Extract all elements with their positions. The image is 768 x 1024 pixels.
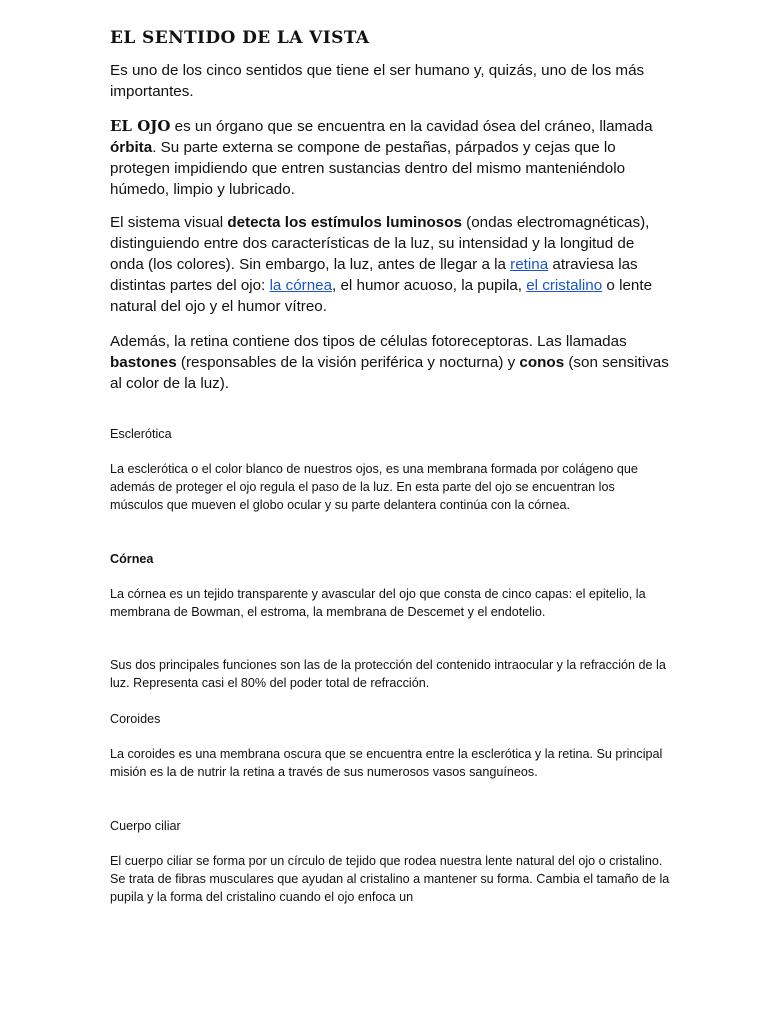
retina-bastones: bastones: [110, 354, 177, 371]
retina-text-2: (responsables de la visión periférica y nocturna) y: [176, 354, 520, 371]
retina-conos: conos: [519, 354, 565, 371]
link-cristalino[interactable]: el cristalino: [526, 277, 603, 294]
visual-text-5: o lente natural del ojo y el humor vítreo.: [110, 277, 653, 315]
heading-coroides: Coroides: [110, 712, 161, 726]
esclerotica-paragraph: La esclerótica o el color blanco de nuestros ojos, es una membrana formada por colágeno que además de proteger el ojo regula el paso de la luz. En esta parte del ojo se encuentran los músculos que mueven el globo ocular y su parte delantera continúa con la córnea.: [110, 462, 638, 512]
cornea-paragraph-2: Sus dos principales funciones son las de la protección del contenido intraocular y la refracción de la luz. Representa casi el 80% del poder total de refracción.: [110, 658, 666, 690]
visual-bold: detecta los estímulos luminosos: [227, 214, 462, 231]
eye-paragraph: [110, 116, 670, 200]
document-title: EL SENTIDO DE LA VISTA: [110, 28, 370, 48]
visual-paragraph: [110, 212, 670, 317]
link-cornea[interactable]: la córnea: [269, 277, 333, 294]
intro-paragraph: Es uno de los cinco sentidos que tiene el ser humano y, quizás, uno de los más importantes.: [110, 62, 645, 100]
eye-text-1: es un órgano que se encuentra en la cavidad ósea del cráneo, llamada: [170, 118, 653, 135]
eye-lead: EL OJO: [110, 117, 171, 135]
link-retina[interactable]: retina: [510, 256, 549, 273]
heading-esclerotica: Esclerótica: [110, 427, 172, 441]
visual-text-2: (ondas electromagnéticas), distinguiendo entre dos características de la luz, su intensidad y la longitud de onda (los colores). Sin embargo, la luz, antes de llegar a la: [110, 214, 650, 273]
eye-text-2: . Su parte externa se compone de pestañas, párpados y cejas que lo protegen impidiendo que entren sustancias dentro del mismo manteniéndolo húmedo, limpio y lubricado.: [110, 139, 626, 198]
visual-text-1: El sistema visual: [110, 214, 228, 231]
visual-text-4: , el humor acuoso, la pupila,: [332, 277, 527, 294]
retina-text-1: Además, la retina contiene dos tipos de células fotoreceptoras. Las llamadas: [110, 333, 627, 350]
coroides-paragraph: La coroides es una membrana oscura que se encuentra entre la esclerótica y la retina. Su principal misión es la de nutrir la retina a través de sus numerosos vasos sanguíneos.: [110, 747, 663, 779]
retina-paragraph: [110, 331, 670, 394]
retina-text-3: (son sensitivas al color de la luz).: [110, 354, 669, 392]
eye-orbita: órbita: [110, 139, 153, 156]
cornea-paragraph-1: La córnea es un tejido transparente y avascular del ojo que consta de cinco capas: el epitelio, la membrana de Bowman, el estroma, la membrana de Descemet y el endotelio.: [110, 587, 646, 619]
heading-cuerpo-ciliar: Cuerpo ciliar: [110, 819, 181, 833]
cuerpo-ciliar-paragraph: El cuerpo ciliar se forma por un círculo de tejido que rodea nuestra lente natural del ojo o cristalino. Se trata de fibras musculares que ayudan al cristalino a mantener su forma. Cambia el tamaño de la pupila y la forma del cristalino cuando el ojo enfoca un: [110, 854, 670, 904]
visual-text-3: atraviesa las distintas partes del ojo:: [110, 256, 638, 294]
heading-cornea: Córnea: [110, 552, 154, 566]
